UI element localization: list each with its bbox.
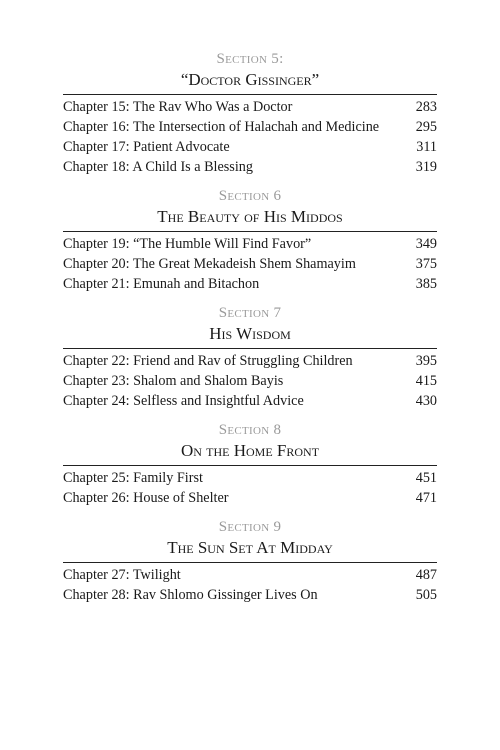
chapter-title: Chapter 15: The Rav Who Was a Doctor	[63, 99, 293, 115]
chapter-entry[interactable]	[63, 468, 437, 488]
chapter-entry[interactable]	[63, 565, 437, 585]
table-of-contents	[63, 50, 437, 615]
chapter-page-number: 375	[415, 256, 437, 272]
chapter-page-number: 349	[415, 236, 437, 252]
chapter-entry[interactable]	[63, 585, 437, 605]
chapter-entry[interactable]	[63, 488, 437, 508]
chapter-title: Chapter 18: A Child Is a Blessing	[63, 159, 253, 175]
chapter-title: Chapter 25: Family First	[63, 470, 203, 486]
section-6	[63, 187, 437, 294]
chapter-title: Chapter 16: The Intersection of Halachah and Medicine	[63, 119, 380, 135]
chapter-title: Chapter 17: Patient Advocate	[63, 139, 230, 155]
chapter-page-number: 283	[415, 99, 437, 115]
chapter-title: Chapter 24: Selfless and Insightful Advice	[63, 393, 304, 409]
chapter-title: Chapter 19: “The Humble Will Find Favor”	[63, 236, 312, 252]
chapter-entry[interactable]	[63, 351, 437, 371]
section-label: Section 9	[218, 519, 282, 535]
section-label: Section 8	[218, 422, 282, 438]
chapter-entry[interactable]	[63, 157, 437, 177]
chapter-page-number: 395	[415, 353, 437, 369]
chapter-page-number: 319	[415, 159, 437, 175]
chapter-title: Chapter 23: Shalom and Shalom Bayis	[63, 373, 284, 389]
chapter-title: Chapter 21: Emunah and Bitachon	[63, 276, 260, 292]
chapter-page-number: 311	[416, 139, 437, 155]
chapter-entry[interactable]	[63, 254, 437, 274]
section-title: The Beauty of His Middos	[63, 206, 437, 232]
chapter-title: Chapter 20: The Great Mekadeish Shem Shamayim	[63, 256, 356, 272]
chapter-page-number: 471	[415, 490, 437, 506]
chapter-title: Chapter 28: Rav Shlomo Gissinger Lives On	[63, 587, 318, 603]
section-label: Section 7	[218, 305, 282, 321]
chapter-entry[interactable]	[63, 117, 437, 137]
section-title: His Wisdom	[63, 323, 437, 349]
chapter-entry[interactable]	[63, 371, 437, 391]
chapter-page-number: 487	[415, 567, 437, 583]
chapter-page-number: 415	[415, 373, 437, 389]
section-title: On the Home Front	[63, 440, 437, 466]
chapter-entry[interactable]	[63, 391, 437, 411]
section-7	[63, 304, 437, 411]
section-label: Section 6	[218, 188, 282, 204]
chapter-page-number: 451	[415, 470, 437, 486]
section-8	[63, 421, 437, 508]
chapter-page-number: 385	[415, 276, 437, 292]
chapter-page-number: 430	[415, 393, 437, 409]
chapter-title: Chapter 22: Friend and Rav of Struggling Children	[63, 353, 353, 369]
chapter-entry[interactable]	[63, 137, 437, 157]
section-label: Section 5:	[216, 51, 284, 67]
chapter-entry[interactable]	[63, 274, 437, 294]
chapter-page-number: 295	[415, 119, 437, 135]
chapter-title: Chapter 27: Twilight	[63, 567, 181, 583]
chapter-title: Chapter 26: House of Shelter	[63, 490, 229, 506]
chapter-entry[interactable]	[63, 234, 437, 254]
section-9	[63, 518, 437, 605]
section-title: “Doctor Gissinger”	[63, 69, 437, 95]
chapter-page-number: 505	[415, 587, 437, 603]
section-5	[63, 50, 437, 177]
section-title: The Sun Set At Midday	[63, 537, 437, 563]
chapter-entry[interactable]	[63, 97, 437, 117]
